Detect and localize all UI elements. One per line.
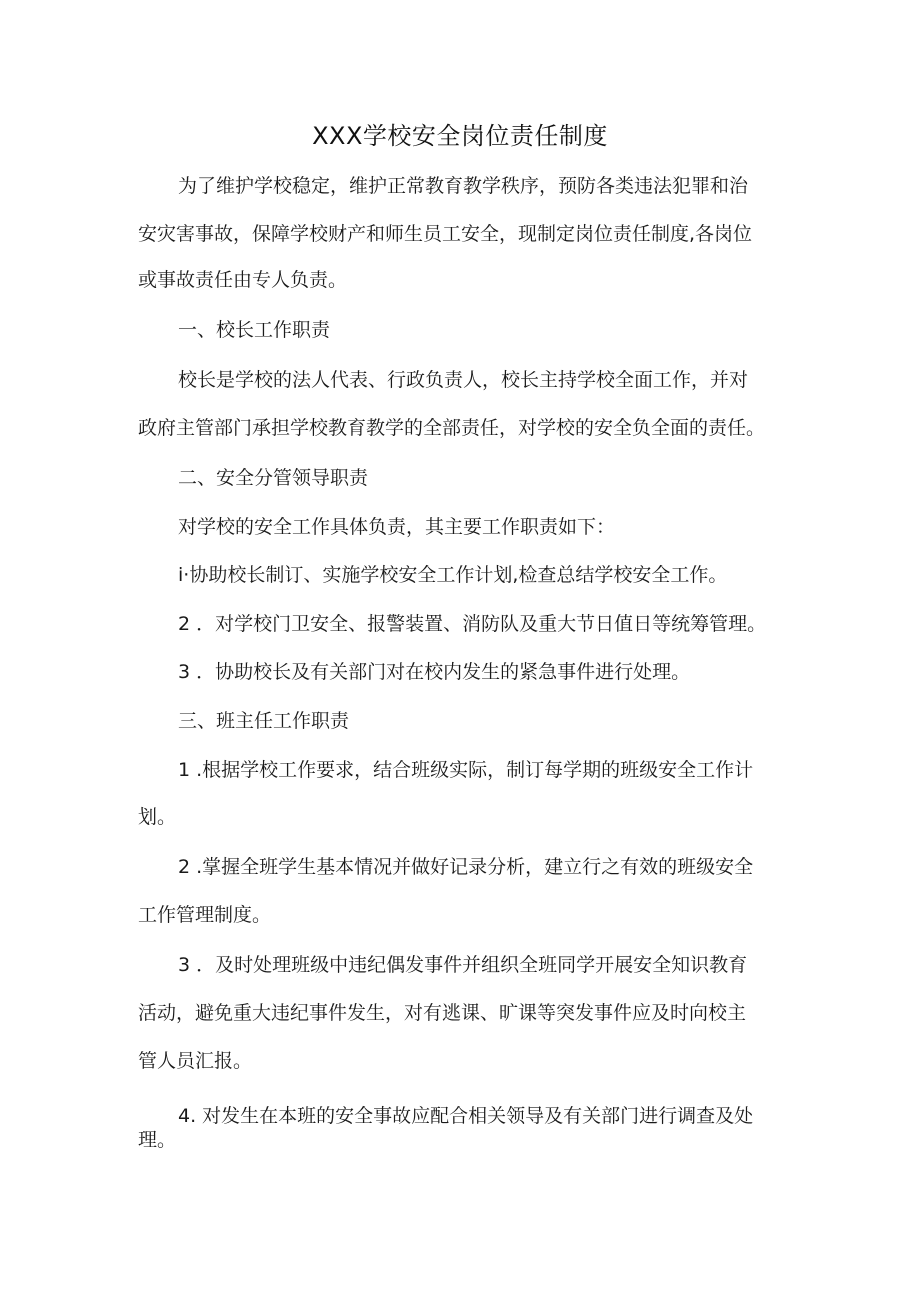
- section-2-lead-block: [138, 515, 788, 539]
- section-3-item-3-block: [138, 953, 788, 977]
- section-3-item-4-cont: [138, 1128, 788, 1152]
- section-1-heading-block: [138, 318, 788, 342]
- section-3-item-1-line-1: 1 .根据学校工作要求，结合班级实际，制订每学期的班级安全工作计: [178, 759, 754, 781]
- section-1-line-1: 校长是学校的法人代表、行政负责人，校长主持学校全面工作，并对: [178, 369, 749, 391]
- section-2-heading: 二、安全分管领导职责: [178, 467, 369, 489]
- intro-line-2: 安灾害事故，保障学校财产和师生员工安全，现制定岗位责任制度,各岗位: [138, 223, 753, 245]
- section-3-item-1-cont: [138, 805, 788, 829]
- section-2-item-3-block: [138, 660, 788, 684]
- section-3-item-2-line-2: 工作管理制度。: [138, 904, 272, 926]
- section-2-item-1: i·协助校长制订、实施学校安全工作计划,检查总结学校安全工作。: [178, 564, 728, 586]
- section-3-item-2-cont: [138, 903, 788, 927]
- section-3-item-1-line-2: 划。: [138, 806, 177, 828]
- intro-line-3: 或事故责任由专人负责。: [138, 269, 348, 291]
- section-2-item-3: 3 ．协助校长及有关部门对在校内发生的紧急事件进行处理。: [178, 661, 691, 683]
- section-3-item-3-cont-1: [138, 1001, 788, 1025]
- section-3-item-3-cont-2: [138, 1049, 788, 1073]
- section-3-item-1-block: [138, 758, 788, 782]
- section-1-line-2: 政府主管部门承担学校教育教学的全部责任，对学校的安全负全面的责任。: [138, 417, 766, 439]
- intro-paragraph-cont-2: [138, 268, 788, 292]
- intro-paragraph: [138, 174, 788, 198]
- section-1-paragraph-cont: [138, 416, 788, 440]
- section-3-item-4-line-2: 理。: [138, 1129, 177, 1151]
- section-2-item-2: 2 ．对学校门卫安全、报警装置、消防队及重大节日值日等统筹管理。: [178, 613, 767, 635]
- section-3-item-2-block: [138, 855, 788, 879]
- section-3-heading: 三、班主任工作职责: [178, 710, 350, 732]
- section-1-paragraph: [138, 368, 788, 392]
- section-3-item-3-line-3: 管人员汇报。: [138, 1050, 253, 1072]
- section-3-item-4-line-1: 4. 对发生在本班的安全事故应配合相关领导及有关部门进行调查及处: [178, 1105, 754, 1127]
- section-3-item-2-line-1: 2 .掌握全班学生基本情况并做好记录分析，建立行之有效的班级安全: [178, 856, 754, 878]
- section-3-item-4-block: [138, 1104, 788, 1128]
- section-2-lead: 对学校的安全工作具体负责，其主要工作职责如下：: [178, 516, 616, 538]
- section-3-item-3-line-1: 3 ．及时处理班级中违纪偶发事件并组织全班同学开展安全知识教育: [178, 954, 748, 976]
- section-1-heading: 一、校长工作职责: [178, 319, 331, 341]
- intro-paragraph-cont-1: [138, 222, 788, 246]
- section-2-item-1-block: [138, 563, 788, 587]
- section-3-heading-block: [138, 709, 788, 733]
- intro-line-1: 为了维护学校稳定，维护正常教育教学秩序，预防各类违法犯罪和治: [178, 175, 749, 197]
- document-title: XXX学校安全岗位责任制度: [312, 122, 608, 150]
- section-2-heading-block: [138, 466, 788, 490]
- section-3-item-3-line-2: 活动，避免重大违纪事件发生，对有逃课、旷课等突发事件应及时向校主: [138, 1002, 747, 1024]
- section-2-item-2-block: [138, 612, 788, 636]
